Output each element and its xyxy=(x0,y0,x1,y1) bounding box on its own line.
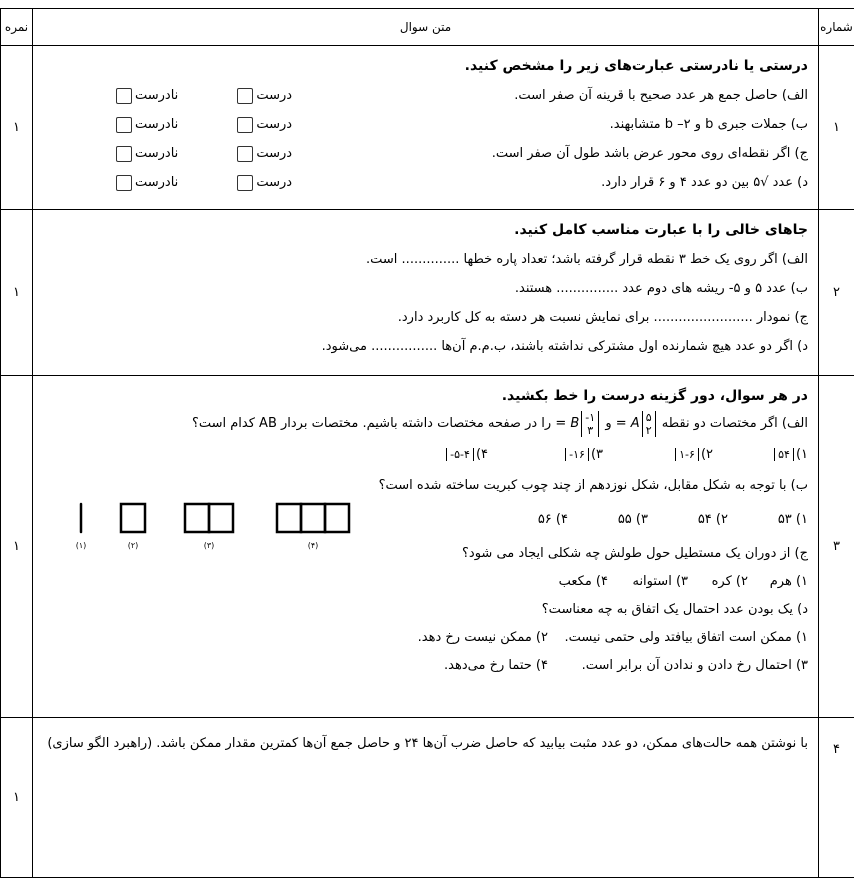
choice[interactable]: ۲) ممکن نیست رخ دهد. xyxy=(417,630,548,645)
d-choices xyxy=(288,652,808,680)
matrix-b: ۱- ۳ xyxy=(581,411,599,437)
question-body xyxy=(33,210,819,376)
matchstick-square xyxy=(209,504,233,532)
matchstick-figure xyxy=(73,496,363,556)
header-row xyxy=(1,9,854,46)
question-number: ۱ xyxy=(819,46,854,210)
question-score: ۱ xyxy=(1,718,33,878)
mcq-d: د) یک بودن عدد احتمال یک اتفاق به چه معناست؟ xyxy=(541,602,808,617)
figure-label: (۲) xyxy=(127,541,139,550)
a-choices xyxy=(43,438,808,472)
score-header: نمره xyxy=(1,9,33,46)
question-score: ۱ xyxy=(1,46,33,210)
figure-label: (۳) xyxy=(203,541,215,550)
question-title: جاهای خالی را با عبارت مناسب کامل کنید. xyxy=(514,222,808,238)
fill-item: د) اگر دو عدد هیچ شمارنده اول مشترکی نداشته باشند، ب.م.م آن‌ها ................ می‌شود. xyxy=(321,339,808,354)
question-number: ۴ xyxy=(819,718,854,878)
choice[interactable]: ۳) استوانه xyxy=(632,574,688,589)
false-checkbox[interactable] xyxy=(116,117,132,133)
choice[interactable]: ۳) احتمال رخ دادن و ندادن آن برابر است. xyxy=(581,658,808,673)
false-checkbox[interactable] xyxy=(116,175,132,191)
tf-item: د) عدد √۵ بین دو عدد ۴ و ۶ قرار دارد. درستنادرست xyxy=(43,168,808,197)
choice[interactable]: ۴)۴-۵- xyxy=(388,441,488,469)
matchstick-square xyxy=(121,504,145,532)
question-body xyxy=(33,376,819,718)
choice[interactable]: ۱)۴۵ xyxy=(713,441,808,469)
question-title: در هر سوال، دور گزینه درست را خط بکشید. xyxy=(501,388,808,404)
true-checkbox[interactable] xyxy=(237,175,253,191)
question-row-4 xyxy=(1,718,854,878)
choice[interactable]: ۴) ۵۶ xyxy=(537,512,568,527)
mcq-b: ب) با توجه به شکل مقابل، شکل نوزدهم از چند چوب کبریت ساخته شده است؟ xyxy=(378,478,808,493)
question-row-1 xyxy=(1,46,854,210)
fill-item: ج) نمودار ........................ برای نمایش نسبت هر دسته به کل کاربرد دارد. xyxy=(397,310,808,325)
choice[interactable]: ۲)۶-۱ xyxy=(603,441,713,469)
tf-item: ج) اگر نقطه‌ای روی محور عرض باشد طول آن صفر است. درستنادرست xyxy=(43,139,808,168)
figure-label: (۴) xyxy=(307,541,319,550)
c-choices xyxy=(43,568,808,596)
question-title: درستی یا نادرستی عبارت‌های زیر را مشخص کنید. xyxy=(464,58,808,74)
question-text: با نوشتن همه حالت‌های ممکن، دو عدد مثبت بیابید که حاصل ضرب آن‌ها ۲۴ و حاصل جمع آن‌ها کمترین مقدار ممکن باشد. (راهبرد الگو سازی) xyxy=(47,736,808,751)
figure-label: (۱) xyxy=(75,541,87,550)
text-header: متن سوال xyxy=(33,9,819,46)
choice[interactable]: ۳)۶۱- xyxy=(488,441,603,469)
question-row-3 xyxy=(1,376,854,718)
num-header: شماره xyxy=(819,9,854,46)
exam-table xyxy=(0,8,854,878)
false-checkbox[interactable] xyxy=(116,88,132,104)
true-checkbox[interactable] xyxy=(237,117,253,133)
matchstick-square xyxy=(185,504,209,532)
choice[interactable]: ۴) مکعب xyxy=(558,574,608,589)
question-body xyxy=(33,718,819,878)
choice[interactable]: ۱) ۵۳ xyxy=(777,512,808,527)
choice[interactable]: ۴) حتما رخ می‌دهد. xyxy=(444,658,548,673)
question-row-2 xyxy=(1,210,854,376)
matchstick-square xyxy=(325,504,349,532)
tf-item: ب) جملات جبری b و ۲– b متشابهند. درستنادرست xyxy=(43,110,808,139)
matchstick-square xyxy=(277,504,301,532)
true-checkbox[interactable] xyxy=(237,88,253,104)
mcq-a: الف) اگر مختصات دو نقطه ۵ ۲ A = و ۱- ۳ B = را در صفحه مختصات داشته باشیم. مختصات بردار AB کدام است؟ xyxy=(191,410,808,437)
tf-item: الف) حاصل جمع هر عدد صحیح با قرینه آن صفر است. درستنادرست xyxy=(43,81,808,110)
choice[interactable]: ۱) ممکن است اتفاق بیافتد ولی حتمی نیست. xyxy=(564,630,808,645)
question-body xyxy=(33,46,819,210)
d-choices xyxy=(288,624,808,652)
question-score: ۱ xyxy=(1,210,33,376)
choice[interactable]: ۱) هرم xyxy=(769,574,808,589)
fill-item: ب) عدد ۵ و ۵- ریشه های دوم عدد ............... هستند. xyxy=(514,281,808,296)
matchstick-square xyxy=(301,504,325,532)
choice[interactable]: ۲) ۵۴ xyxy=(697,512,728,527)
matrix-a: ۵ ۲ xyxy=(642,411,656,437)
choice[interactable]: ۳) ۵۵ xyxy=(617,512,648,527)
fill-item: الف) اگر روی یک خط ۳ نقطه قرار گرفته باشد؛ تعداد پاره خطها .............. است. xyxy=(366,252,808,267)
choice[interactable]: ۲) کره xyxy=(711,574,748,589)
mcq-c: ج) از دوران یک مستطیل حول طولش چه شکلی ایجاد می شود؟ xyxy=(462,546,808,561)
false-checkbox[interactable] xyxy=(116,146,132,162)
question-score: ۱ xyxy=(1,376,33,718)
question-number: ۳ xyxy=(819,376,854,718)
true-checkbox[interactable] xyxy=(237,146,253,162)
question-number: ۲ xyxy=(819,210,854,376)
